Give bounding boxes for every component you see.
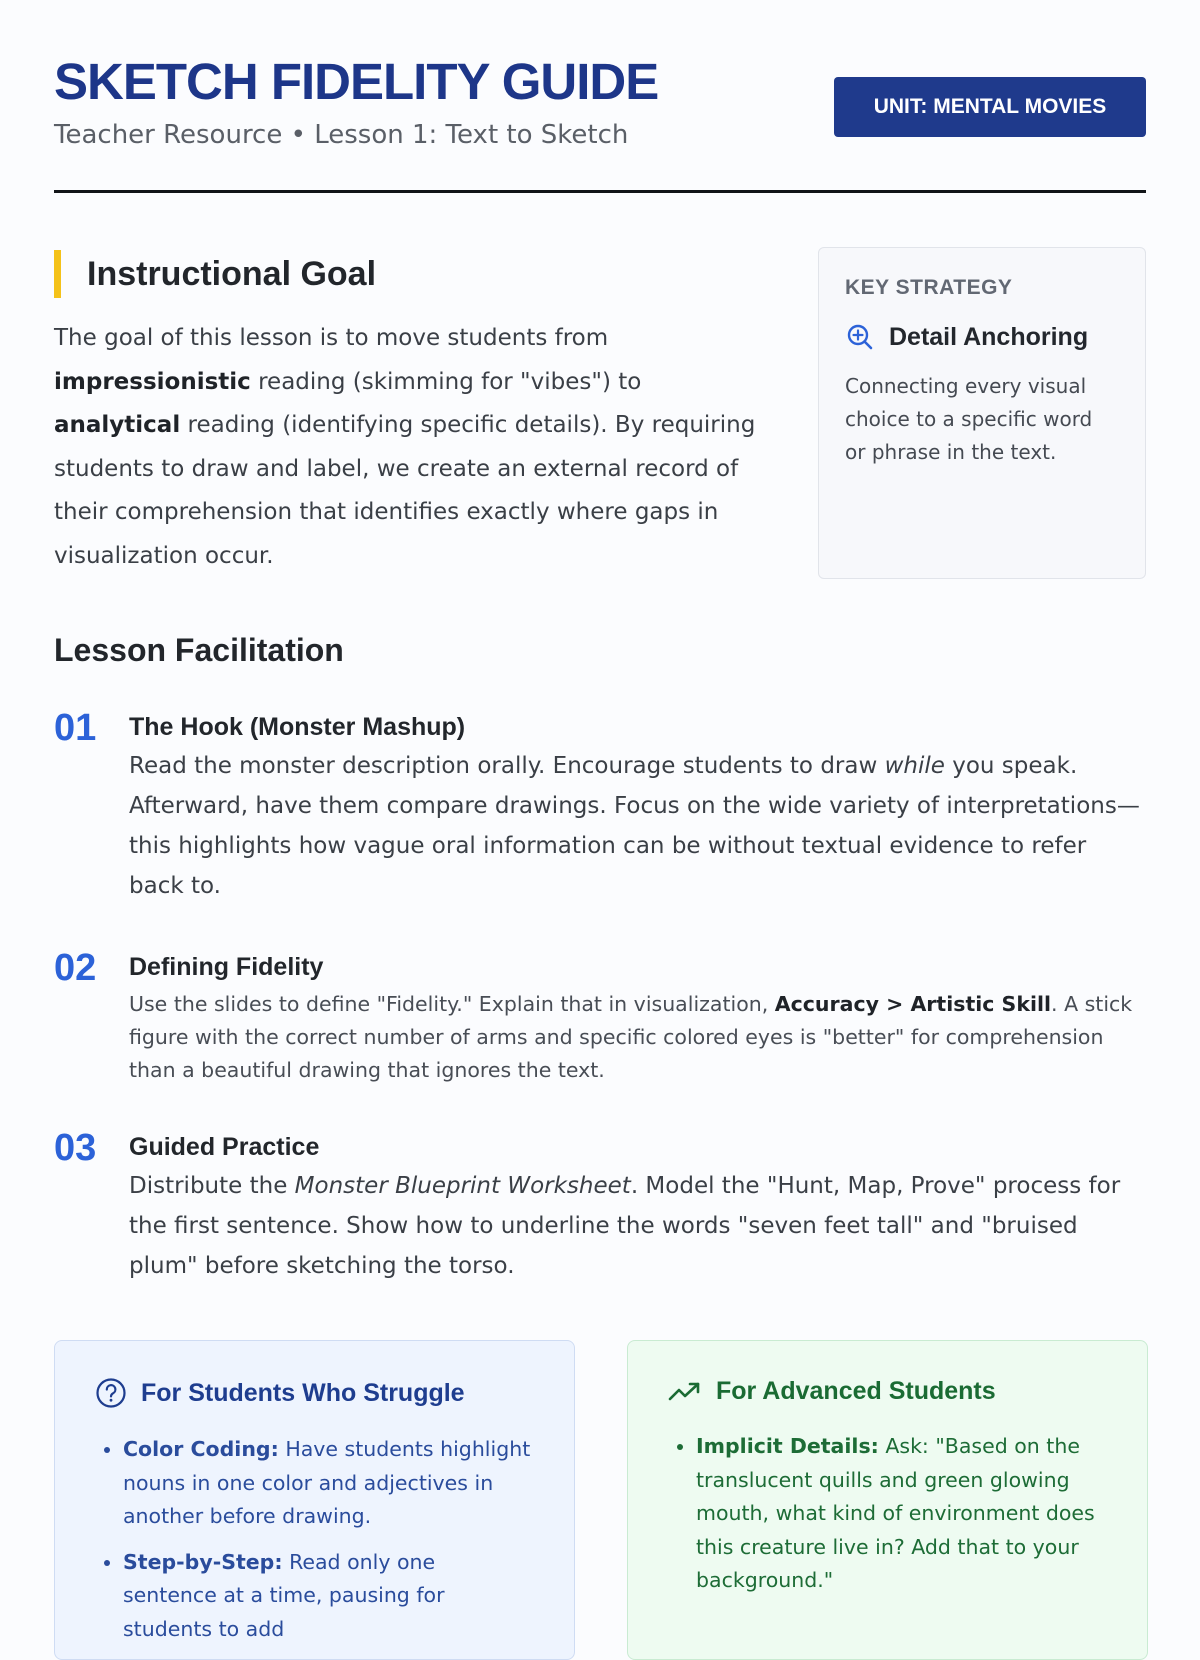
step-text-part: Use the slides to define "Fidelity." Explain that in visualization, (129, 992, 775, 1016)
facilitation-heading: Lesson Facilitation (54, 632, 344, 668)
list-item-lead: Implicit Details: (696, 1434, 879, 1458)
list-item-lead: Step-by-Step: (123, 1549, 283, 1574)
goal-emphasis: analytical (54, 412, 181, 438)
goal-heading: Instructional Goal (54, 250, 376, 298)
step-body (129, 707, 1146, 906)
goal-text-part: reading (identifying specific details). By requiring students to draw and label, we create an external record of their comprehension that identifies exactly where gaps in visualization occur. (54, 412, 756, 569)
strategy-kicker: KEY STRATEGY (845, 276, 1013, 299)
page-title: SKETCH FIDELITY GUIDE (54, 53, 659, 110)
key-strategy-card (818, 247, 1146, 579)
step-text (129, 988, 1146, 1087)
step-body (129, 947, 1146, 1087)
step-number: 01 (54, 707, 97, 749)
struggle-card (54, 1340, 575, 1660)
step-text-part: Distribute the (129, 1173, 295, 1199)
step-text (129, 1166, 1146, 1286)
list-item-lead: Color Coding: (123, 1437, 279, 1461)
strategy-name-row (845, 322, 1119, 352)
step-title: Defining Fidelity (129, 953, 324, 981)
step-text (129, 746, 1146, 906)
list-item-text: Read only one sentence at a time, pausing for students to add (123, 1549, 445, 1641)
help-circle-icon (95, 1377, 127, 1409)
step-emphasis: Monster Blueprint Worksheet (294, 1173, 631, 1199)
advanced-list (668, 1430, 1107, 1598)
header (54, 0, 1146, 193)
goal-emphasis: impressionistic (54, 368, 251, 395)
zoom-in-icon (845, 322, 875, 352)
struggle-card-title: For Students Who Struggle (141, 1378, 465, 1407)
list-item (696, 1430, 1107, 1598)
list-item (123, 1546, 534, 1647)
step-title: The Hook (Monster Mashup) (129, 713, 466, 741)
goal-text-part: The goal of this lesson is to move students from (54, 325, 609, 351)
strategy-name: Detail Anchoring (889, 322, 1089, 351)
struggle-card-title-row (95, 1377, 534, 1409)
advanced-card-title-row (668, 1377, 1107, 1406)
step-text-part: . Model the "Hunt, Map, Prove" process for the first sentence. Show how to underline the words "seven feet tall" and "bruised plum" before sketching the torso. (129, 1173, 1121, 1279)
goal-paragraph (54, 317, 774, 578)
instructional-goal-section (54, 193, 1146, 613)
step-text-part: Read the monster description orally. Encourage students to draw (129, 753, 885, 779)
strategy-description: Connecting every visual choice to a specific word or phrase in the text. (845, 374, 1093, 464)
step-text-part: . A stick figure with the correct number of arms and specific colored eyes is "better" for comprehension than a beautiful drawing that ignores the text. (129, 992, 1133, 1082)
step-emphasis: Accuracy > Artistic Skill (774, 992, 1052, 1016)
list-item (123, 1433, 534, 1534)
advanced-card (627, 1340, 1148, 1660)
advanced-card-title: For Advanced Students (716, 1377, 996, 1405)
list-item-text: Ask: "Based on the translucent quills and green glowing mouth, what kind of environment does this creature live in? Add that to your background." (696, 1434, 1095, 1592)
step-body (129, 1127, 1146, 1286)
step-title: Guided Practice (129, 1133, 320, 1161)
struggle-list (95, 1433, 534, 1646)
step-emphasis: while (884, 753, 945, 779)
step-text-part: you speak. Afterward, have them compare drawings. Focus on the wide variety of interpretations—this highlights how vague oral information can be without textual evidence to refer back to. (129, 753, 1140, 899)
list-item-text: Have students highlight nouns in one color and adjectives in another before drawing. (123, 1437, 531, 1528)
step-number: 03 (54, 1127, 97, 1169)
goal-text-part: reading (skimming for "vibes") to (250, 368, 642, 395)
step-number: 02 (54, 947, 97, 989)
page-subtitle: Teacher Resource • Lesson 1: Text to Sketch (54, 120, 629, 150)
unit-badge: UNIT: MENTAL MOVIES (834, 77, 1146, 137)
trending-up-icon (668, 1379, 702, 1405)
